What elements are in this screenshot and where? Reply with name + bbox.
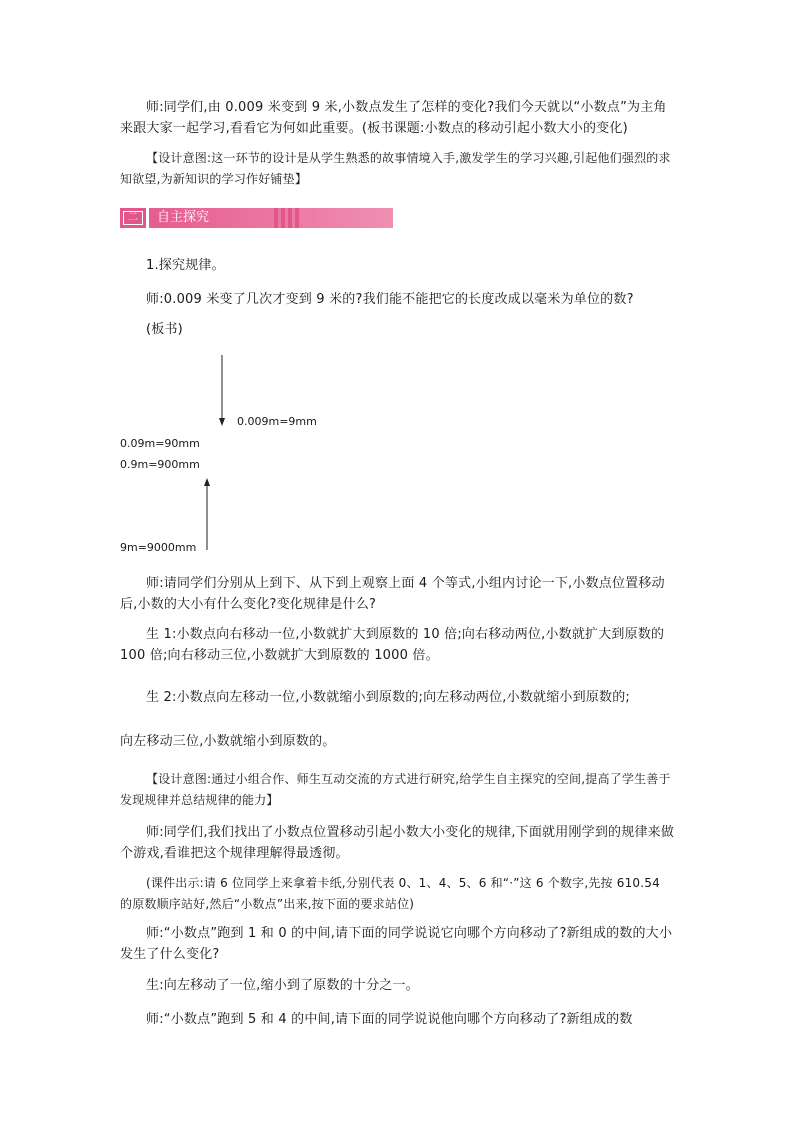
- student-1-answer: 生 1:小数点向右移动一位,小数就扩大到原数的 10 倍;向右移动两位,小数就扩大到原数的 100 倍;向右移动三位,小数就扩大到原数的 1000 倍。: [120, 627, 665, 663]
- blackboard-note: (板书): [146, 322, 183, 337]
- equation-1: 0.009m=9mm: [237, 415, 317, 428]
- teacher-question-2: 师:“小数点”跑到 1 和 0 的中间,请下面的同学说说它向哪个方向移动了?新组成的数的大小发生了什么变化?: [120, 926, 673, 962]
- equation-4: 9m=9000mm: [120, 541, 197, 554]
- equation-2: 0.09m=90mm: [120, 437, 200, 450]
- paragraph-intro: 师:同学们,由 0.009 米变到 9 米,小数点发生了怎样的变化?我们今天就以“小数点”为主角来跟大家一起学习,看看它为何如此重要。(板书课题:小数点的移动引起小数大小的变化): [120, 100, 667, 136]
- student-answer-3: 生:向左移动了一位,缩小到了原数的十分之一。: [146, 978, 419, 993]
- up-arrow-head: [204, 478, 210, 486]
- section-title: 自主探究: [157, 210, 210, 225]
- teacher-question-3: 师:“小数点”跑到 5 和 4 的中间,请下面的同学说说他向哪个方向移动了?新组成的数: [146, 1012, 633, 1027]
- step-heading: 1.探究规律。: [146, 258, 225, 273]
- teacher-discussion: 师:请同学们分别从上到下、从下到上观察上面 4 个等式,小组内讨论一下,小数点位置移动后,小数的大小有什么变化?变化规律是什么?: [120, 576, 665, 612]
- design-intent-1: 【设计意图:这一环节的设计是从学生熟悉的故事情境入手,激发学生的学习兴趣,引起他们强烈的求知欲望,为新知识的学习作好铺垫】: [120, 151, 671, 186]
- down-arrow-head: [219, 418, 225, 426]
- section-number: 二: [123, 211, 143, 225]
- equation-3: 0.9m=900mm: [120, 458, 200, 471]
- design-intent-2: 【设计意图:通过小组合作、师生互动交流的方式进行研究,给学生自主探究的空间,提高了学生善于发现规律并总结规律的能力】: [120, 772, 671, 807]
- courseware-note: (课件出示:请 6 位同学上来拿着卡纸,分别代表 0、1、4、5、6 和“·”这 6 个数字,先按 610.54 的原数顺序站好,然后“小数点”出来,按下面的要求站位): [120, 876, 660, 911]
- teacher-question: 师:0.009 米变了几次才变到 9 米的?我们能不能把它的长度改成以毫米为单位的数?: [146, 292, 634, 307]
- teacher-game-intro: 师:同学们,我们找出了小数点位置移动引起小数大小变化的规律,下面就用刚学到的规律来做个游戏,看谁把这个规律理解得最透彻。: [120, 825, 675, 861]
- student-2-answer: 生 2:小数点向左移动一位,小数就缩小到原数的;向左移动两位,小数就缩小到原数的;: [146, 690, 631, 705]
- student-2-answer-cont: 向左移动三位,小数就缩小到原数的。: [120, 734, 336, 749]
